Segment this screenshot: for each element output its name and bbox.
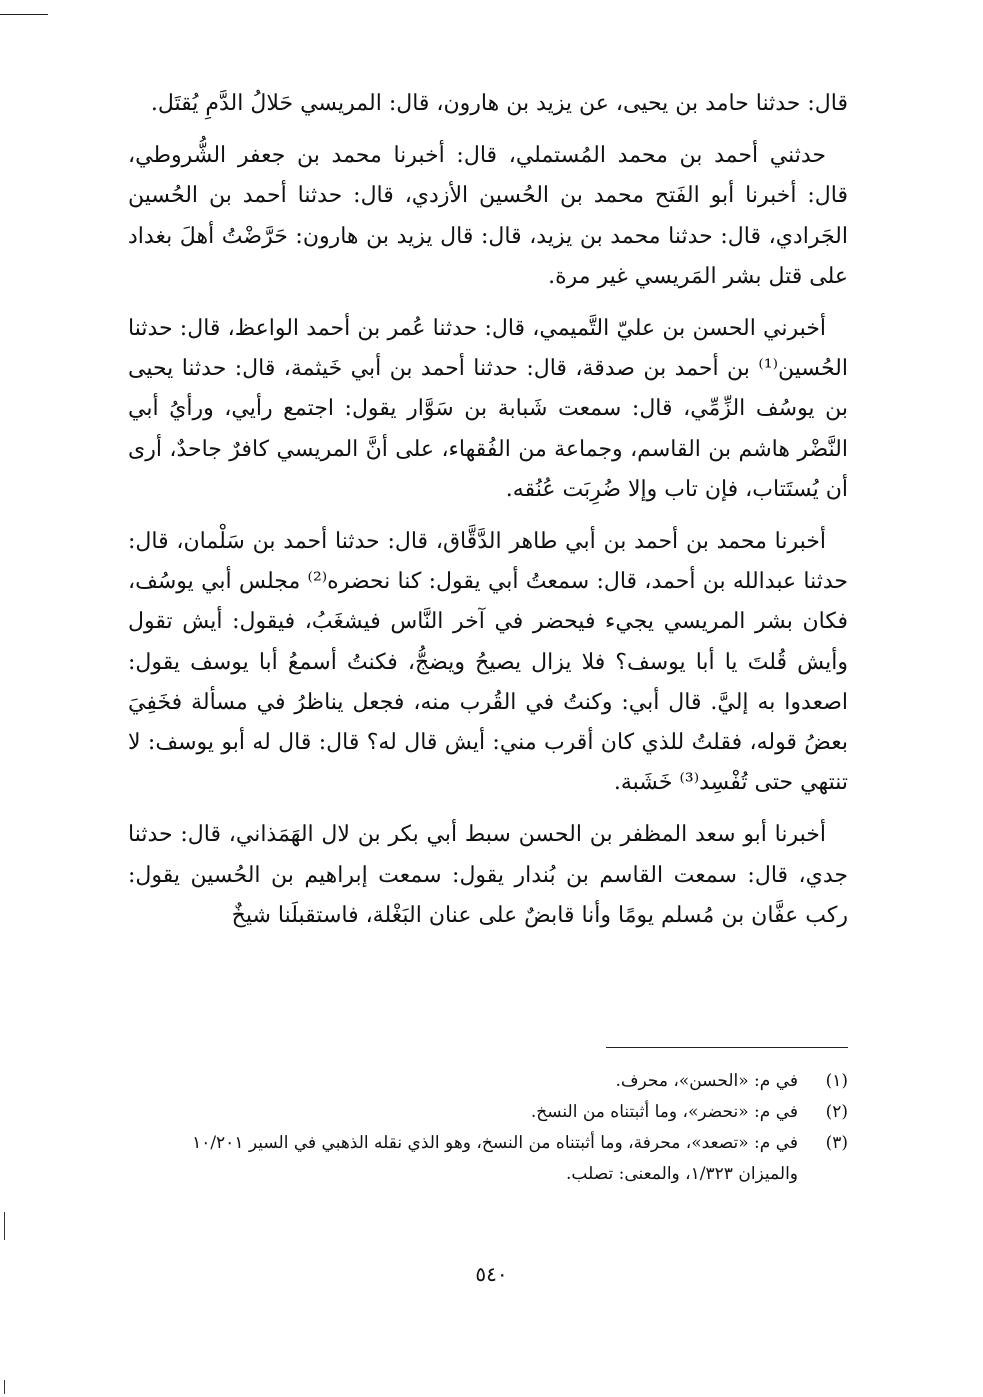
footnote [128, 1066, 848, 1097]
footnotes [128, 1066, 848, 1190]
footnote-number: (١) [825, 1071, 848, 1091]
paragraph: أخبرنا محمد بن أحمد بن أبي طاهر الدَّقَّاق، قال: حدثنا أحمد بن سَلْمان، قال: حدثنا عبدالله بن أحمد، قال: سمعتُ أبي يقول: كنا نحضره⁽²⁾ مجلس أبي يوسُف، فكان بشر المريسي يجيء فيحضر في آخر النَّاس فيشغَبُ، فيقول: أيش تقول وأيش قُلتَ يا أبا يوسف؟ فلا يزال يصيحُ ويضجُّ، فكنتُ أسمعُ أبا يوسف يقول: اصعدوا به إليَّ. قال أبي: وكنتُ في القُرب منه، فجعل يناظرُ في مسألة فخَفِيَ بعضُ قوله، فقلتُ للذي كان أقرب مني: أيش قال له؟ قال: قال له أبو يوسف: لا تنتهي حتى تُفْسِد⁽³⁾ خَشَبة. [128, 529, 848, 796]
footnote [128, 1097, 848, 1128]
edge-mark [4, 1380, 5, 1394]
edge-mark [4, 1212, 5, 1240]
footnote-separator [606, 1047, 848, 1048]
page-number: ٥٤٠ [475, 1262, 508, 1286]
paragraph: أخبرني الحسن بن عليّ التَّميمي، قال: حدثنا عُمر بن أحمد الواعظ، قال: حدثنا الحُسين⁽¹⁾ بن أحمد بن صدقة، قال: حدثنا أحمد بن أبي خَيثمة، قال: حدثنا يحيى بن يوسُف الزِّمِّي، قال: سمعت شَبابة بن سَوَّار يقول: اجتمع رأيي، ورأيُ أبي النَّضْر هاشم بن القاسم، وجماعة من الفُقهاء، على أنَّ المريسي كافرٌ جاحدٌ، أرى أن يُستَتاب، فإن تاب وإلا ضُرِبَت عُنُقه. [128, 316, 848, 502]
page-body [128, 84, 848, 948]
footnote-text: في م: «نحضر»، وما أثبتناه من النسخ. [530, 1102, 798, 1122]
footnote-number: (٢) [825, 1102, 848, 1122]
footnote-text: في م: «تصعد»، محرفة، وما أثبتناه من النسخ، وهو الذي نقله الذهبي في السير ١٠/٢٠١ والميزان ١/٣٢٣، والمعنى: تصلب. [192, 1133, 798, 1184]
footnote [128, 1128, 848, 1190]
footnote-text: في م: «الحسن»، محرف. [615, 1071, 798, 1091]
corner-rule [0, 14, 48, 15]
footnote-number: (٣) [825, 1133, 848, 1153]
paragraph: حدثني أحمد بن محمد المُستملي، قال: أخبرنا محمد بن جعفر الشُّروطي، قال: أخبرنا أبو الفَتح محمد بن الحُسين الأزدي، قال: حدثنا أحمد بن الحُسين الجَرادي، قال: حدثنا محمد بن يزيد، قال: قال يزيد بن هارون: حَرَّضْتُ أهلَ بغداد على قتل بشر المَريسي غير مرة. [128, 143, 848, 289]
paragraph: قال: حدثنا حامد بن يحيى، عن يزيد بن هارون، قال: المريسي حَلالُ الدَّمِ يُقتَل. [150, 91, 848, 116]
paragraph: أخبرنا أبو سعد المظفر بن الحسن سبط أبي بكر بن لال الهَمَذاني، قال: حدثنا جدي، قال: سمعت القاسم بن بُندار يقول: سمعت إبراهيم بن الحُسين يقول: ركب عفَّان بن مُسلم يومًا وأنا قابضٌ على عنان البَغْلة، فاستقبلَنا شيخٌ [128, 822, 848, 928]
